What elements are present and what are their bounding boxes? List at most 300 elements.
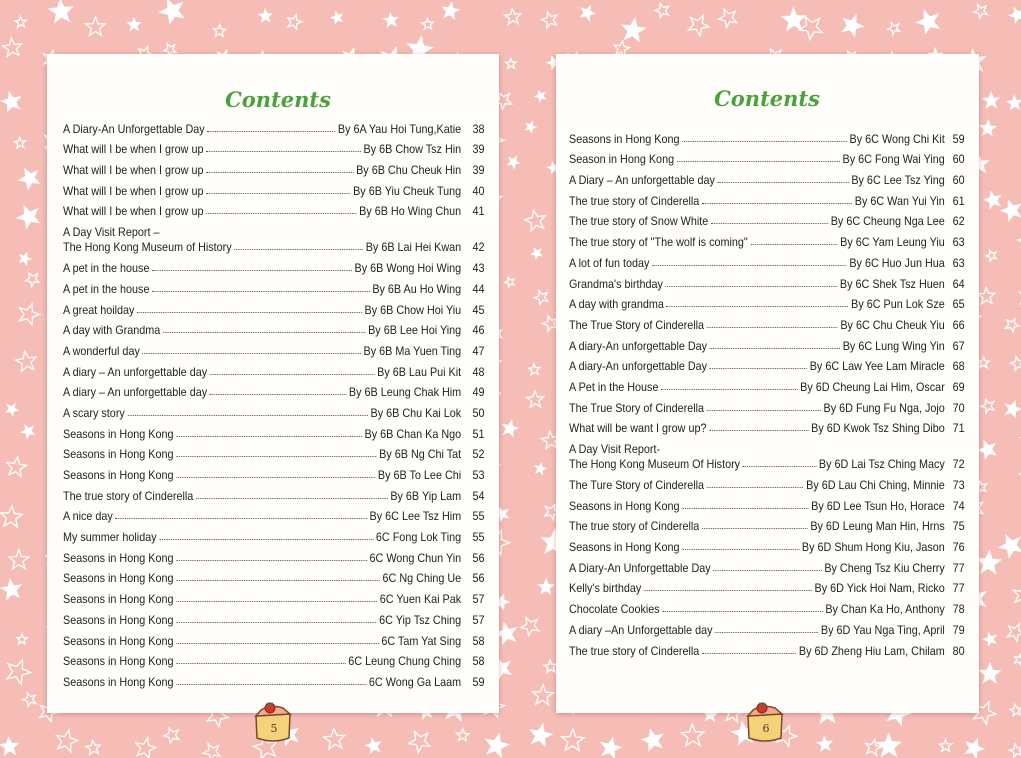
- toc-entry-page: 79: [952, 622, 965, 637]
- star-icon: [0, 90, 22, 111]
- toc-entry: [63, 218, 485, 254]
- toc-entry-title-block: [63, 447, 173, 461]
- toc-entry-page: 54: [472, 488, 485, 503]
- dot-leader: [710, 348, 840, 349]
- toc-entry: [63, 296, 485, 317]
- dot-leader: [702, 653, 796, 654]
- toc-entry-author: 6C Leung Chung Ching: [348, 654, 462, 669]
- dot-leader: [713, 570, 821, 571]
- star-icon: [323, 728, 346, 750]
- toc-entry-page: 75: [952, 519, 965, 534]
- star-icon: [532, 684, 554, 705]
- toc-entry-page: 48: [472, 364, 485, 379]
- page-number-badge: [253, 700, 295, 744]
- dot-leader: [718, 182, 849, 183]
- toc-entry: [63, 648, 485, 669]
- toc-entry-page: 50: [472, 405, 485, 420]
- toc-entry: [63, 115, 485, 136]
- toc-entry-title: My summer holiday: [63, 530, 157, 545]
- dot-leader: [666, 286, 838, 287]
- toc-list: [63, 115, 485, 689]
- star-icon: [530, 246, 543, 259]
- toc-entry: [569, 394, 965, 415]
- toc-entry-author: 6C Wong Ga Laam: [368, 674, 462, 689]
- toc-entry-author: By 6B Lee Hoi Ying: [368, 323, 462, 338]
- dot-leader: [116, 518, 367, 519]
- star-icon: [1012, 583, 1021, 604]
- toc-entry-title-block: [569, 194, 699, 208]
- toc-entry-title: A Pet in the House: [569, 379, 659, 394]
- toc-entry-author: By 6C Fong Wai Ying: [842, 152, 945, 167]
- toc-entry: [569, 249, 965, 270]
- toc-entry: [63, 544, 485, 565]
- toc-entry-title: Seasons in Hong Kong: [63, 592, 174, 607]
- toc-entry: [569, 166, 965, 187]
- toc-entry-author: By 6C Lee Tsz Him: [369, 509, 462, 524]
- toc-entry-page: 67: [952, 338, 965, 353]
- toc-entry-page: 49: [472, 385, 485, 400]
- star-icon: [985, 249, 998, 262]
- toc-entry-title: Seasons in Hong Kong: [63, 447, 174, 462]
- toc-entry-title-block: [569, 297, 664, 311]
- dot-leader: [710, 368, 807, 369]
- toc-entry-title: What will I be when I grow up: [63, 183, 204, 198]
- toc-entry-title-block: [569, 401, 704, 415]
- dot-leader: [163, 332, 365, 333]
- dot-leader: [159, 539, 373, 540]
- toc-entry-page: 60: [952, 152, 965, 167]
- dot-leader: [176, 436, 362, 437]
- toc-entry-page: 39: [472, 163, 485, 178]
- star-icon: [20, 423, 36, 439]
- toc-entry-page: 65: [952, 297, 965, 312]
- toc-entry-title: The Hong Kong Museum of History: [63, 240, 232, 255]
- toc-entry-author: By 6B Ma Yuen Ting: [363, 343, 462, 358]
- star-icon: [5, 401, 20, 416]
- toc-entry-author: By 6D Zheng Hiu Lam, Chilam: [798, 643, 945, 658]
- toc-entry-page: 39: [472, 142, 485, 157]
- toc-entry: [63, 198, 485, 219]
- dot-leader: [176, 684, 366, 685]
- toc-entry: [569, 415, 965, 436]
- toc-entry-title-block: [569, 256, 649, 270]
- toc-entry-page: 43: [472, 261, 485, 276]
- left-contents-page: [47, 54, 499, 713]
- star-icon: [978, 287, 995, 304]
- toc-entry-title-block: [63, 592, 173, 606]
- star-icon: [1008, 6, 1021, 24]
- toc-entry-page: 77: [952, 560, 965, 575]
- toc-entry-title-block: [63, 427, 173, 441]
- toc-entry: [63, 441, 485, 462]
- star-icon: [0, 737, 19, 755]
- toc-entry-page: 71: [952, 421, 965, 436]
- star-icon: [978, 357, 989, 368]
- star-icon: [914, 7, 942, 35]
- star-icon: [561, 729, 584, 751]
- toc-entry-page: 70: [952, 400, 965, 415]
- toc-entry-title: What will I be when I grow up: [63, 204, 204, 219]
- page-title: Contents: [225, 87, 331, 112]
- toc-entry-title: A scary story: [63, 405, 125, 420]
- toc-entry-author: By 6C Wan Yui Yin: [854, 193, 945, 208]
- toc-entry-title-block: [569, 421, 706, 435]
- toc-entry-page: 66: [952, 317, 965, 332]
- star-icon: [534, 90, 546, 102]
- toc-entry-author: By 6B Wong Hoi Wing: [354, 261, 462, 276]
- toc-entry-title-block: [569, 581, 641, 595]
- toc-entry-page: 69: [952, 379, 965, 394]
- toc-entry: [63, 606, 485, 627]
- dot-leader: [137, 312, 362, 313]
- star-icon: [504, 8, 521, 24]
- star-icon: [506, 154, 521, 168]
- toc-entry-title: A wonderful day: [63, 343, 140, 358]
- toc-entry-page: 53: [472, 468, 485, 482]
- star-icon: [524, 120, 536, 132]
- toc-entry-page: 61: [952, 193, 965, 208]
- page-title: Contents: [714, 86, 820, 111]
- star-icon: [483, 732, 510, 758]
- toc-entry-title: Seasons in Hong Kong: [63, 468, 174, 482]
- star-icon: [579, 4, 596, 21]
- dot-leader: [661, 389, 797, 390]
- toc-entry-page: 59: [472, 674, 485, 689]
- toc-entry-page: 44: [472, 281, 485, 296]
- toc-entry-page: 77: [952, 581, 965, 596]
- toc-entry-title: The true story of Snow White: [569, 214, 709, 229]
- star-icon: [18, 251, 32, 265]
- toc-entry: [569, 125, 965, 146]
- star-icon: [157, 0, 188, 25]
- toc-entry-title: The Hong Kong Museum Of History: [569, 457, 741, 472]
- toc-entry-author: By 6B Chow Tsz Hin: [363, 142, 462, 157]
- toc-entry-author: By 6C Pun Lok Sze: [851, 297, 945, 312]
- toc-entry-title-block: [63, 122, 205, 136]
- toc-entry-title: A day with Grandma: [63, 323, 161, 338]
- star-icon: [716, 5, 740, 29]
- toc-entry-author: By 6D Cheung Lai Him, Oscar: [800, 379, 945, 394]
- page-number: 6: [762, 722, 770, 735]
- toc-entry-author: By 6B Lau Pui Kit: [377, 364, 462, 379]
- star-icon: [840, 12, 866, 37]
- toc-entry-author: By 6B Yiu Cheuk Tung: [353, 183, 462, 198]
- toc-entry-title: A diary –An Unforgettable day: [569, 622, 713, 637]
- toc-entry: [569, 353, 965, 374]
- toc-entry-title: A diary – An unforgettable day: [63, 364, 208, 379]
- toc-entry-title-block: [569, 235, 748, 249]
- toc-entry-title-block: [63, 261, 149, 275]
- toc-entry: [63, 503, 485, 524]
- toc-entry-title: Seasons in Hong Kong: [63, 654, 174, 669]
- star-icon: [977, 551, 1001, 574]
- toc-entry-title-block: [63, 385, 207, 399]
- star-icon: [1003, 315, 1021, 333]
- star-icon: [15, 16, 27, 27]
- star-icon: [17, 634, 28, 644]
- toc-entry-page: 58: [472, 654, 485, 669]
- star-icon: [817, 737, 832, 751]
- toc-entry-page: 68: [952, 359, 965, 374]
- star-icon: [285, 13, 303, 30]
- toc-entry-title-block: [63, 675, 173, 689]
- toc-entry: [569, 637, 965, 658]
- toc-entry-author: By 6B Ho Wing Chun: [359, 204, 462, 219]
- dot-leader: [206, 193, 350, 194]
- star-icon: [162, 725, 182, 744]
- dot-leader: [707, 327, 838, 328]
- toc-entry-title: A lot of fun today: [569, 255, 650, 270]
- toc-entry-page: 72: [952, 457, 965, 472]
- toc-entry-title-block: [63, 468, 173, 482]
- dot-leader: [677, 161, 840, 162]
- star-icon: [996, 531, 1021, 559]
- toc-entry-page: 42: [472, 240, 485, 255]
- toc-entry-title-block: [63, 184, 203, 198]
- star-icon: [1007, 96, 1021, 110]
- star-icon: [422, 18, 434, 30]
- toc-entry-page: 46: [472, 323, 485, 338]
- dot-leader: [682, 141, 847, 142]
- toc-entry-author: By 6C Huo Jun Hua: [849, 255, 945, 270]
- toc-entry-author: By 6C Wong Chi Kit: [849, 131, 945, 146]
- toc-entry-title: A diary-An unforgettable Day: [569, 338, 708, 353]
- star-icon: [538, 579, 553, 593]
- toc-entry-title: A pet in the house: [63, 261, 150, 276]
- dot-leader: [682, 549, 799, 550]
- star-icon: [503, 276, 516, 288]
- star-icon: [1009, 703, 1021, 716]
- toc-entry-author: By 6D Yick Hoi Nam, Ricko: [814, 581, 945, 596]
- star-icon: [384, 13, 398, 27]
- toc-entry-title-block: [569, 519, 699, 533]
- star-icon: [330, 11, 343, 24]
- toc-entry-author: By 6D Kwok Tsz Shing Dibo: [811, 421, 945, 436]
- toc-entry: [63, 420, 485, 441]
- star-icon: [518, 614, 542, 638]
- star-icon: [0, 505, 23, 527]
- toc-entry-author: By 6C Law Yee Lam Miracle: [809, 359, 945, 374]
- toc-entry-page: 55: [472, 530, 485, 545]
- toc-entry-author: By 6B Chow Hoi Yiu: [364, 302, 462, 317]
- toc-entry-title-block: [63, 303, 134, 317]
- star-icon: [15, 350, 38, 373]
- toc-entry-title-block: [63, 163, 203, 177]
- star-icon: [1017, 286, 1021, 308]
- star-icon: [528, 363, 540, 375]
- star-icon: [14, 202, 42, 230]
- star-icon: [523, 208, 547, 232]
- dot-leader: [652, 265, 846, 266]
- dot-leader: [234, 249, 363, 250]
- toc-entry-title: A diary – An unforgettable day: [63, 385, 208, 400]
- star-icon: [983, 632, 998, 646]
- toc-entry-author: 6C Tam Yat Sing: [381, 633, 462, 648]
- toc-entry-title: What will I be when I grow up: [63, 142, 204, 157]
- dot-leader: [152, 270, 352, 271]
- toc-entry: [63, 668, 485, 689]
- star-icon: [501, 419, 519, 436]
- toc-entry-title: Seasons in Hong Kong: [63, 571, 174, 586]
- toc-entry: [569, 208, 965, 229]
- dot-leader: [176, 663, 345, 664]
- dot-leader: [206, 213, 356, 214]
- toc-entry: [63, 136, 485, 157]
- toc-entry-author: By 6B Chu Kai Lok: [370, 405, 462, 420]
- star-icon: [535, 463, 547, 474]
- toc-entry-title: A nice day: [63, 509, 113, 524]
- dot-leader: [176, 477, 375, 478]
- toc-entry-title-block: [63, 613, 173, 627]
- toc-entry-author: 6C Wong Chun Yin: [369, 550, 462, 565]
- toc-entry-page: 47: [472, 343, 485, 358]
- toc-entry-author: By 6B Ng Chi Tat: [379, 447, 462, 462]
- toc-entry-title: Seasons in Hong Kong: [63, 550, 174, 565]
- star-icon: [653, 1, 671, 18]
- toc-entry-page: 64: [952, 276, 965, 291]
- star-icon: [49, 0, 74, 22]
- star-icon: [540, 9, 560, 28]
- toc-entry: [569, 595, 965, 616]
- star-icon: [886, 20, 902, 36]
- toc-entry-title: Seasons in Hong Kong: [63, 633, 174, 648]
- star-icon: [999, 198, 1021, 222]
- toc-entry-title: A Diary – An unforgettable day: [569, 173, 715, 188]
- dot-leader: [206, 151, 361, 152]
- toc-entry-author: By 6B Chan Ka Ngo: [364, 426, 462, 441]
- star-icon: [133, 735, 158, 758]
- dot-leader: [176, 643, 378, 644]
- star-icon: [128, 18, 140, 30]
- toc-entry-title-block: [569, 644, 699, 658]
- dot-leader: [176, 580, 380, 581]
- toc-entry-author: 6C Yuen Kai Pak: [379, 592, 462, 607]
- star-icon: [782, 8, 805, 30]
- star-icon: [533, 288, 551, 305]
- toc-entry-title-block: [63, 365, 207, 379]
- page-number-badge: [745, 700, 787, 744]
- star-icon: [1008, 742, 1021, 757]
- page-number: 5: [270, 722, 278, 735]
- toc-entry-page: 45: [472, 302, 485, 317]
- toc-entry: [569, 311, 965, 332]
- star-icon: [621, 17, 646, 41]
- star-icon: [681, 724, 704, 746]
- toc-entry-author: 6C Yip Tsz Ching: [379, 612, 462, 627]
- star-icon: [528, 722, 553, 746]
- toc-entry-title-block: [569, 602, 660, 616]
- toc-entry-title: Grandma's birthday: [569, 276, 663, 291]
- star-icon: [599, 736, 622, 758]
- toc-entry-title-prefix: A Day Visit Report-: [569, 442, 661, 457]
- star-icon: [365, 737, 382, 753]
- toc-entry: [63, 461, 485, 482]
- toc-entry-title-block: [63, 282, 149, 296]
- toc-entry-page: 56: [472, 571, 485, 586]
- toc-list: [569, 125, 965, 658]
- star-icon: [1004, 620, 1021, 643]
- toc-entry-title: A day with grandma: [569, 297, 664, 312]
- dot-leader: [196, 498, 388, 499]
- toc-entry-author: By 6C Yam Leung Yiu: [840, 235, 945, 250]
- toc-entry-title-block: [569, 623, 712, 637]
- toc-entry-page: 40: [472, 183, 485, 198]
- dot-leader: [210, 374, 375, 375]
- dot-leader: [644, 590, 812, 591]
- star-icon: [506, 58, 517, 68]
- toc-entry-title: The true story of Cinderella: [569, 193, 700, 208]
- toc-entry-title-block: [569, 478, 704, 492]
- toc-entry-title: A great hoilday: [63, 302, 135, 317]
- toc-entry: [569, 575, 965, 596]
- star-icon: [640, 727, 665, 751]
- toc-entry-author: By Chan Ka Ho, Anthony: [825, 602, 945, 617]
- toc-entry: [569, 492, 965, 513]
- star-icon: [1003, 399, 1021, 417]
- star-icon: [877, 734, 900, 756]
- toc-entry-author: By 6D Fung Fu Nga, Jojo: [823, 400, 945, 415]
- toc-entry-title: The true story of Cinderella: [569, 643, 700, 658]
- toc-entry-author: By 6C Cheung Nga Lee: [830, 214, 945, 229]
- toc-entry-page: 55: [472, 509, 485, 524]
- toc-entry-title: The true story of Cinderella: [569, 519, 700, 534]
- toc-entry-title-block: [63, 323, 160, 337]
- star-icon: [0, 578, 22, 599]
- toc-entry-author: By 6A Yau Hoi Tung,Katie: [337, 121, 462, 136]
- toc-entry: [63, 523, 485, 544]
- toc-entry-title-block: [569, 442, 740, 471]
- star-icon: [86, 17, 106, 36]
- star-icon: [23, 269, 42, 288]
- toc-entry-page: 76: [952, 540, 965, 555]
- toc-entry: [569, 554, 965, 575]
- star-icon: [213, 24, 226, 36]
- star-icon: [259, 9, 272, 21]
- toc-entry-title: The true story of "The wolf is coming": [569, 235, 748, 250]
- dot-leader: [709, 430, 808, 431]
- toc-entry: [63, 275, 485, 296]
- toc-entry-title: What will be want I grow up?: [569, 421, 707, 436]
- toc-entry-author: By 6D Leung Man Hin, Hrns: [810, 519, 945, 534]
- toc-entry-title-block: [569, 173, 715, 187]
- toc-entry-author: 6C Ng Ching Ue: [382, 571, 462, 586]
- toc-entry-page: 60: [952, 173, 965, 188]
- toc-entry: [63, 399, 485, 420]
- toc-entry: [569, 270, 965, 291]
- toc-entry-author: By 6B Lai Hei Kwan: [365, 240, 462, 255]
- star-icon: [983, 190, 1002, 209]
- toc-entry-title-block: [569, 152, 674, 166]
- star-icon: [442, 2, 460, 19]
- star-icon: [5, 455, 27, 477]
- star-icon: [983, 93, 998, 108]
- toc-entry-author: By 6B Au Ho Wing: [372, 281, 462, 296]
- toc-entry: [63, 254, 485, 275]
- toc-entry-author: By 6C Chu Cheuk Yiu: [840, 317, 945, 332]
- toc-entry: [63, 317, 485, 338]
- toc-entry-author: By 6D Lau Chi Ching, Minnie: [806, 478, 945, 492]
- toc-entry-title-block: [63, 225, 232, 254]
- toc-entry-title: Seasons in Hong Kong: [569, 498, 680, 513]
- star-icon: [1017, 234, 1021, 246]
- toc-entry-title: Kelly's birthday: [569, 581, 642, 596]
- toc-entry-title: Chocolate Cookies: [569, 602, 660, 617]
- dot-leader: [702, 528, 808, 529]
- toc-entry-title-block: [63, 406, 125, 420]
- toc-entry-page: 62: [952, 214, 965, 229]
- toc-entry-title: Seasons in Hong Kong: [63, 612, 174, 627]
- star-icon: [939, 739, 952, 751]
